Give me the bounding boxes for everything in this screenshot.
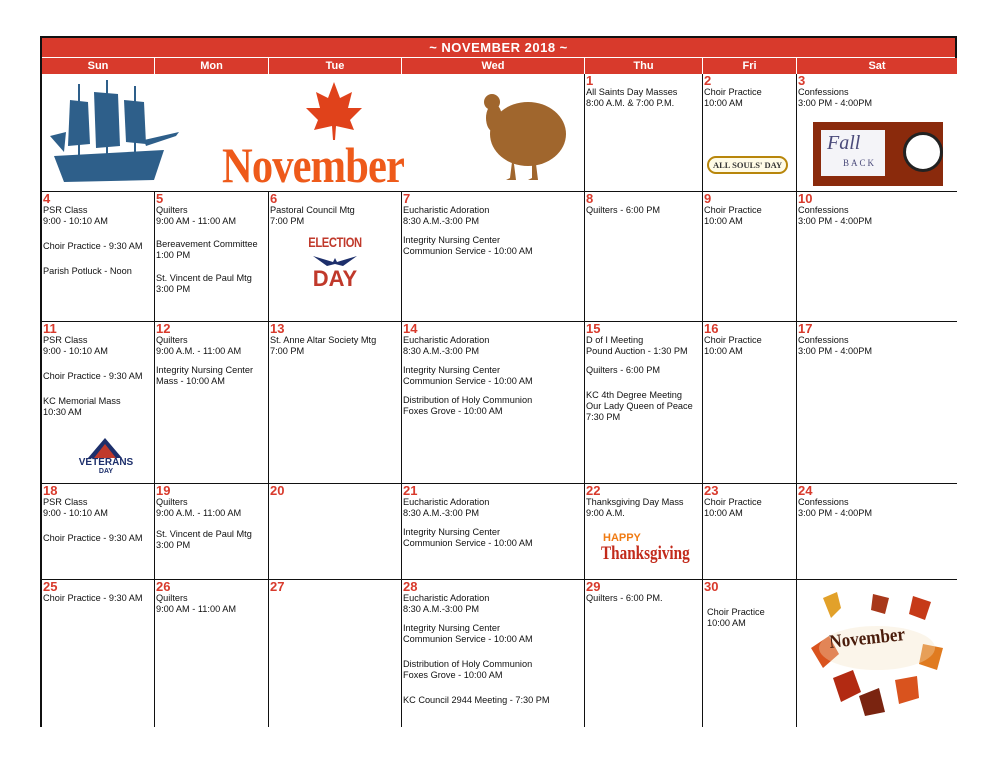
event-text: Integrity Nursing Center Communion Service - 10:00 AM xyxy=(403,527,533,548)
event-text: Distribution of Holy Communion Foxes Grove - 10:00 AM xyxy=(403,659,533,680)
event-text: All Saints Day Masses 8:00 A.M. & 7:00 P.M. xyxy=(586,87,678,108)
event-text: Choir Practice 10:00 AM xyxy=(704,87,762,108)
date-number: 21 xyxy=(403,484,418,498)
day-cell-28 xyxy=(402,580,585,727)
thanksgiving-text: Thanksgiving xyxy=(601,543,690,564)
event-text: Choir Practice 10:00 AM xyxy=(704,497,762,518)
date-number: 25 xyxy=(43,580,58,594)
day-cell-9 xyxy=(703,192,797,322)
day-cell-30 xyxy=(703,580,797,727)
event-text: Choir Practice - 9:30 AM xyxy=(43,533,143,543)
day-cell-15 xyxy=(585,322,703,484)
day-header-sun: Sun xyxy=(42,58,155,74)
day-cell-21 xyxy=(402,484,585,580)
event-text: Choir Practice 10:00 AM xyxy=(704,205,762,226)
event-text: Confessions 3:00 PM - 4:00PM xyxy=(798,335,873,356)
election-day-text: DAY xyxy=(312,266,358,291)
event-text: Integrity Nursing Center Communion Service - 10:00 AM xyxy=(403,235,533,256)
event-text: D of I Meeting Pound Auction - 1:30 PM xyxy=(586,335,688,356)
event-text: Integrity Nursing Center Communion Service - 10:00 AM xyxy=(403,623,533,644)
event-text: Quilters - 6:00 PM. xyxy=(586,593,663,603)
date-number: 17 xyxy=(798,322,813,336)
day-cell-25 xyxy=(42,580,155,727)
day-header-mon: Mon xyxy=(155,58,269,74)
day-cell-10 xyxy=(797,192,957,322)
date-number: 11 xyxy=(43,322,57,336)
date-number: 9 xyxy=(704,192,712,206)
event-text: Choir Practice 10:00 AM xyxy=(707,607,765,628)
date-number: 8 xyxy=(586,192,594,206)
day-header-fri: Fri xyxy=(703,58,797,74)
event-text: Quilters 9:00 AM - 11:00 AM xyxy=(156,593,237,614)
date-number: 18 xyxy=(43,484,58,498)
fall-back-card xyxy=(821,130,885,176)
election-text: ELECTION xyxy=(308,234,362,250)
maple-leaf-icon xyxy=(304,80,364,142)
autumn-leaves-icon xyxy=(803,588,951,718)
day-cell-6 xyxy=(269,192,402,322)
date-number: 19 xyxy=(156,484,171,498)
event-text: Eucharistic Adoration 8:30 A.M.-3:00 PM xyxy=(403,335,490,356)
happy-text: HAPPY xyxy=(603,532,641,544)
date-number: 30 xyxy=(704,580,719,594)
day-cell-12 xyxy=(155,322,269,484)
date-number: 28 xyxy=(403,580,418,594)
event-text: Confessions 3:00 PM - 4:00PM xyxy=(798,497,873,518)
november-banner xyxy=(42,74,585,192)
event-text: PSR Class 9:00 - 10:10 AM xyxy=(43,335,108,356)
day-cell-20 xyxy=(269,484,402,580)
event-text: Choir Practice - 9:30 AM xyxy=(43,593,143,603)
day-cell-29 xyxy=(585,580,703,727)
day-cell-22 xyxy=(585,484,703,580)
leaves-november-word: November xyxy=(828,624,907,653)
event-text: Quilters 9:00 AM - 11:00 AM xyxy=(156,205,237,226)
event-text: Bereavement Committee 1:00 PM xyxy=(156,239,258,260)
all-souls-day-label: ALL SOULS' DAY xyxy=(707,156,788,174)
event-text: Choir Practice 10:00 AM xyxy=(704,335,762,356)
flag-triangle-icon xyxy=(88,438,122,458)
event-text: Eucharistic Adoration 8:30 A.M.-3:00 PM xyxy=(403,497,490,518)
date-number: 14 xyxy=(403,322,418,336)
event-text: Quilters 9:00 A.M. - 11:00 AM xyxy=(156,497,242,518)
veterans-day-text: DAY xyxy=(98,468,114,475)
calendar xyxy=(40,36,957,727)
day-cell-19 xyxy=(155,484,269,580)
fall-back-graphic xyxy=(813,122,943,186)
date-number: 7 xyxy=(403,192,411,206)
fall-text: Fall xyxy=(827,132,861,154)
event-text: Eucharistic Adoration 8:30 A.M.-3:00 PM xyxy=(403,205,490,226)
day-header-sat: Sat xyxy=(797,58,957,74)
event-text: Choir Practice - 9:30 AM xyxy=(43,371,143,381)
day-header-thu: Thu xyxy=(585,58,703,74)
day-cell-5 xyxy=(155,192,269,322)
event-text: Integrity Nursing Center Communion Service - 10:00 AM xyxy=(403,365,533,386)
happy-thanksgiving-graphic xyxy=(587,532,699,572)
back-text: BACK xyxy=(843,158,877,168)
date-number: 27 xyxy=(270,580,285,594)
event-text: Choir Practice - 9:30 AM xyxy=(43,241,143,251)
day-cell-7 xyxy=(402,192,585,322)
event-text: KC Memorial Mass 10:30 AM xyxy=(43,396,121,417)
day-cell-4 xyxy=(42,192,155,322)
date-number: 3 xyxy=(798,74,806,88)
event-text: St. Vincent de Paul Mtg 3:00 PM xyxy=(156,273,252,294)
day-cell-2 xyxy=(703,74,797,192)
clock-icon xyxy=(903,132,943,172)
day-cell-24 xyxy=(797,484,957,580)
day-header-wed: Wed xyxy=(402,58,585,74)
autumn-leaves-cell xyxy=(797,580,957,727)
day-cell-3 xyxy=(797,74,957,192)
date-number: 4 xyxy=(43,192,51,206)
day-cell-13 xyxy=(269,322,402,484)
date-number: 22 xyxy=(586,484,601,498)
election-day-graphic xyxy=(301,234,369,306)
event-text: Quilters - 6:00 PM xyxy=(586,365,661,375)
date-number: 23 xyxy=(704,484,719,498)
date-number: 12 xyxy=(156,322,171,336)
date-number: 15 xyxy=(586,322,601,336)
day-cell-23 xyxy=(703,484,797,580)
date-number: 1 xyxy=(586,74,594,88)
event-text: St. Vincent de Paul Mtg 3:00 PM xyxy=(156,529,252,550)
event-text: Integrity Nursing Center Mass - 10:00 AM xyxy=(156,365,254,386)
event-text: Eucharistic Adoration 8:30 A.M.-3:00 PM xyxy=(403,593,490,614)
date-number: 29 xyxy=(586,580,601,594)
date-number: 24 xyxy=(798,484,813,498)
day-cell-8 xyxy=(585,192,703,322)
day-cell-18 xyxy=(42,484,155,580)
day-cell-16 xyxy=(703,322,797,484)
event-text: Confessions 3:00 PM - 4:00PM xyxy=(798,87,873,108)
event-text: Pastoral Council Mtg 7:00 PM xyxy=(270,205,355,226)
sailing-ship-icon xyxy=(44,80,179,188)
event-text: Distribution of Holy Communion Foxes Grove - 10:00 AM xyxy=(403,395,533,416)
event-text: KC 4th Degree Meeting Our Lady Queen of Peace 7:30 PM xyxy=(586,390,693,422)
turkey-icon xyxy=(480,84,570,182)
event-text: St. Anne Altar Society Mtg 7:00 PM xyxy=(270,335,377,356)
date-number: 10 xyxy=(798,192,813,206)
day-cell-1 xyxy=(585,74,703,192)
event-text: Parish Potluck - Noon xyxy=(43,266,132,276)
date-number: 5 xyxy=(156,192,164,206)
event-text: Quilters - 6:00 PM xyxy=(586,205,661,215)
date-number: 26 xyxy=(156,580,171,594)
veterans-text: VETERANS xyxy=(78,457,134,468)
event-text: Confessions 3:00 PM - 4:00PM xyxy=(798,205,873,226)
event-text: KC Council 2944 Meeting - 7:30 PM xyxy=(403,695,550,705)
event-text: PSR Class 9:00 - 10:10 AM xyxy=(43,205,108,226)
event-text: PSR Class 9:00 - 10:10 AM xyxy=(43,497,108,518)
day-header-tue: Tue xyxy=(269,58,402,74)
veterans-day-graphic xyxy=(68,458,144,475)
day-cell-27 xyxy=(269,580,402,727)
day-cell-14 xyxy=(402,322,585,484)
date-number: 20 xyxy=(270,484,285,498)
banner-november-word: November xyxy=(222,137,405,192)
date-number: 2 xyxy=(704,74,712,88)
date-number: 16 xyxy=(704,322,719,336)
day-cell-17 xyxy=(797,322,957,484)
date-number: 13 xyxy=(270,322,285,336)
day-cell-11 xyxy=(42,322,155,484)
event-text: Quilters 9:00 A.M. - 11:00 AM xyxy=(156,335,242,356)
event-text: Thanksgiving Day Mass 9:00 A.M. xyxy=(586,497,684,518)
eagle-icon xyxy=(313,254,357,270)
date-number: 6 xyxy=(270,192,278,206)
day-cell-26 xyxy=(155,580,269,727)
calendar-title: ~ NOVEMBER 2018 ~ xyxy=(42,38,955,58)
